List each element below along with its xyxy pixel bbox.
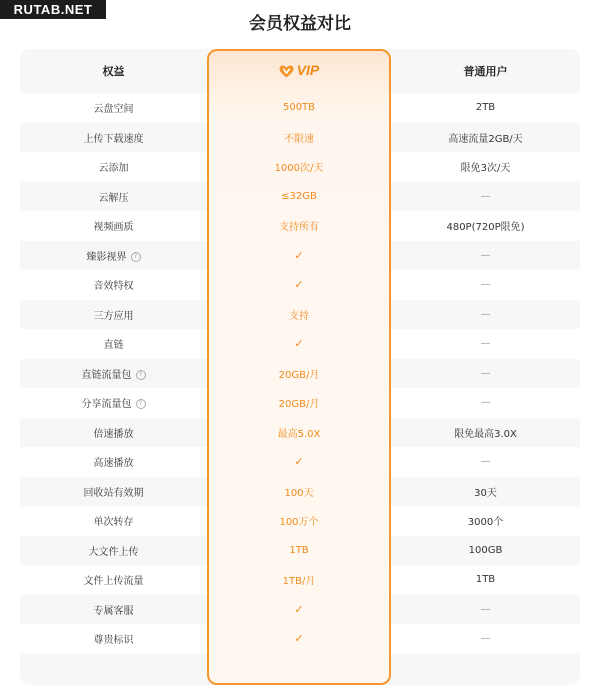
vip-value: 100天 [284,487,314,499]
normal-value-cell [391,595,580,625]
vip-value-cell [207,211,391,241]
normal-value-cell [391,182,580,212]
vip-value-cell [207,388,391,418]
vip-value-cell [207,624,391,654]
feature-cell [20,565,207,595]
vip-value: 20GB/月 [278,399,320,411]
normal-value-cell [391,329,580,359]
vip-value: ≤32GB [281,190,317,202]
table-row [20,123,580,153]
normal-value-cell [391,152,580,182]
normal-value-cell [391,270,580,300]
feature-cell [20,447,207,477]
normal-value-cell [391,536,580,566]
check-icon: ✓ [294,455,304,469]
vip-value-cell [207,300,391,330]
vip-value-cell [207,329,391,359]
help-icon[interactable]: ? [136,370,146,380]
normal-value: 100GB [468,544,503,556]
feature-cell [20,388,207,418]
vip-value-cell [207,359,391,389]
vip-header-label: VIP [296,62,320,78]
dash-icon: — [480,456,491,468]
feature-cell [20,211,207,241]
normal-value-cell [391,565,580,595]
normal-value-cell [391,241,580,271]
table-row [20,329,580,359]
feature-label: 云解压 [98,192,129,204]
dash-icon: — [480,190,491,202]
feature-label: 专属客服 [93,605,134,617]
vip-value: 最高5.0X [277,428,321,440]
feature-label: 单次转存 [93,517,134,529]
dash-icon: — [480,338,491,350]
table-row [20,418,580,448]
table-row [20,624,580,654]
feature-cell [20,270,207,300]
feature-cell [20,300,207,330]
table-row [20,182,580,212]
vip-value-cell [207,536,391,566]
table-row [20,241,580,271]
feature-label: 直链 [103,340,124,352]
feature-label: 高速播放 [93,458,134,470]
dash-icon: — [480,397,491,409]
check-icon: ✓ [294,278,304,292]
benefits-table [20,49,580,654]
normal-value-cell [391,93,580,123]
table-row [20,93,580,123]
normal-value: 高速流量2GB/天 [448,133,523,145]
feature-cell [20,359,207,389]
feature-cell [20,477,207,507]
feature-label: 视频画质 [93,222,134,234]
feature-cell [20,93,207,123]
feature-label: 云盘空间 [93,104,134,116]
normal-value-cell [391,447,580,477]
normal-value: 限免最高3.0X [454,428,517,440]
vip-value: 500TB [282,102,316,114]
feature-label: 文件上传流量 [83,576,144,588]
vip-value-cell [207,93,391,123]
dash-icon: — [480,308,491,320]
table-row [20,152,580,182]
check-icon: ✓ [294,248,304,262]
vip-value-cell [207,447,391,477]
table-row [20,506,580,536]
feature-cell [20,624,207,654]
table-row [20,477,580,507]
table-row [20,595,580,625]
table-row [20,270,580,300]
feature-cell [20,123,207,153]
vip-value-cell [207,418,391,448]
feature-label: 分享流量包 [81,399,132,411]
vip-value: 100万个 [279,517,319,529]
dash-icon: — [480,633,491,645]
vip-value: 1TB [289,544,309,556]
feature-label: 三方应用 [93,310,134,322]
table-row [20,300,580,330]
feature-cell [20,329,207,359]
vip-value-cell [207,182,391,212]
check-icon: ✓ [294,632,304,646]
normal-value: 30天 [474,487,497,499]
feature-label: 臻影视界 [86,251,127,263]
normal-value-cell [391,624,580,654]
normal-value-cell [391,506,580,536]
vip-value: 支持所有 [279,222,319,234]
feature-label: 尊贵标识 [93,635,134,647]
table-row [20,565,580,595]
vip-value-cell [207,270,391,300]
vip-value-cell [207,152,391,182]
vip-value-cell [207,241,391,271]
table-row [20,211,580,241]
feature-label: 音效特权 [93,281,134,293]
normal-value-cell [391,211,580,241]
normal-value: 限免3次/天 [460,163,511,175]
vip-value-cell [207,595,391,625]
vip-value: 不限速 [284,133,314,145]
vip-value-cell [207,477,391,507]
table-row [20,388,580,418]
watermark: RUTAB.NET [0,0,106,19]
normal-value-cell [391,388,580,418]
page-title: 会员权益对比 [249,14,351,34]
normal-value-cell [391,418,580,448]
vip-value: 1000次/天 [274,163,324,175]
feature-label: 大文件上传 [88,546,139,558]
table-row [20,359,580,389]
normal-value: 1TB [475,574,496,586]
help-icon[interactable]: ? [136,399,146,409]
check-icon: ✓ [294,337,304,351]
feature-cell [20,595,207,625]
normal-value-cell [391,359,580,389]
vip-value-cell [207,506,391,536]
feature-cell [20,182,207,212]
dash-icon: — [480,249,491,261]
normal-value: 2TB [475,102,496,114]
vip-value-cell [207,123,391,153]
vip-value: 1TB/月 [282,576,316,588]
vip-value: 支持 [289,310,309,322]
header-normal: 普通用户 [391,49,580,93]
dash-icon: — [480,367,491,379]
header-vip [207,49,391,93]
vip-value-cell [207,565,391,595]
feature-label: 倍速播放 [93,428,134,440]
normal-value: 3000个 [467,517,504,529]
check-icon: ✓ [294,602,304,616]
feature-label: 云添加 [98,163,129,175]
feature-cell [20,506,207,536]
help-icon[interactable]: ? [131,252,141,262]
dash-icon: — [480,279,491,291]
normal-value-cell [391,477,580,507]
vip-value: 20GB/月 [278,369,320,381]
header-feature: 权益 [20,49,207,93]
feature-label: 直链流量包 [81,369,132,381]
table-row [20,447,580,477]
comparison-panel [20,49,580,685]
normal-value-cell [391,300,580,330]
dash-icon: — [480,603,491,615]
normal-value: 480P(720P限免) [446,222,525,234]
feature-label: 上传下载速度 [83,133,144,145]
table-row [20,536,580,566]
feature-cell [20,152,207,182]
table-header-row [20,49,580,93]
feature-cell [20,241,207,271]
feature-cell [20,418,207,448]
feature-cell [20,536,207,566]
feature-label: 回收站有效期 [83,487,144,499]
normal-value-cell [391,123,580,153]
